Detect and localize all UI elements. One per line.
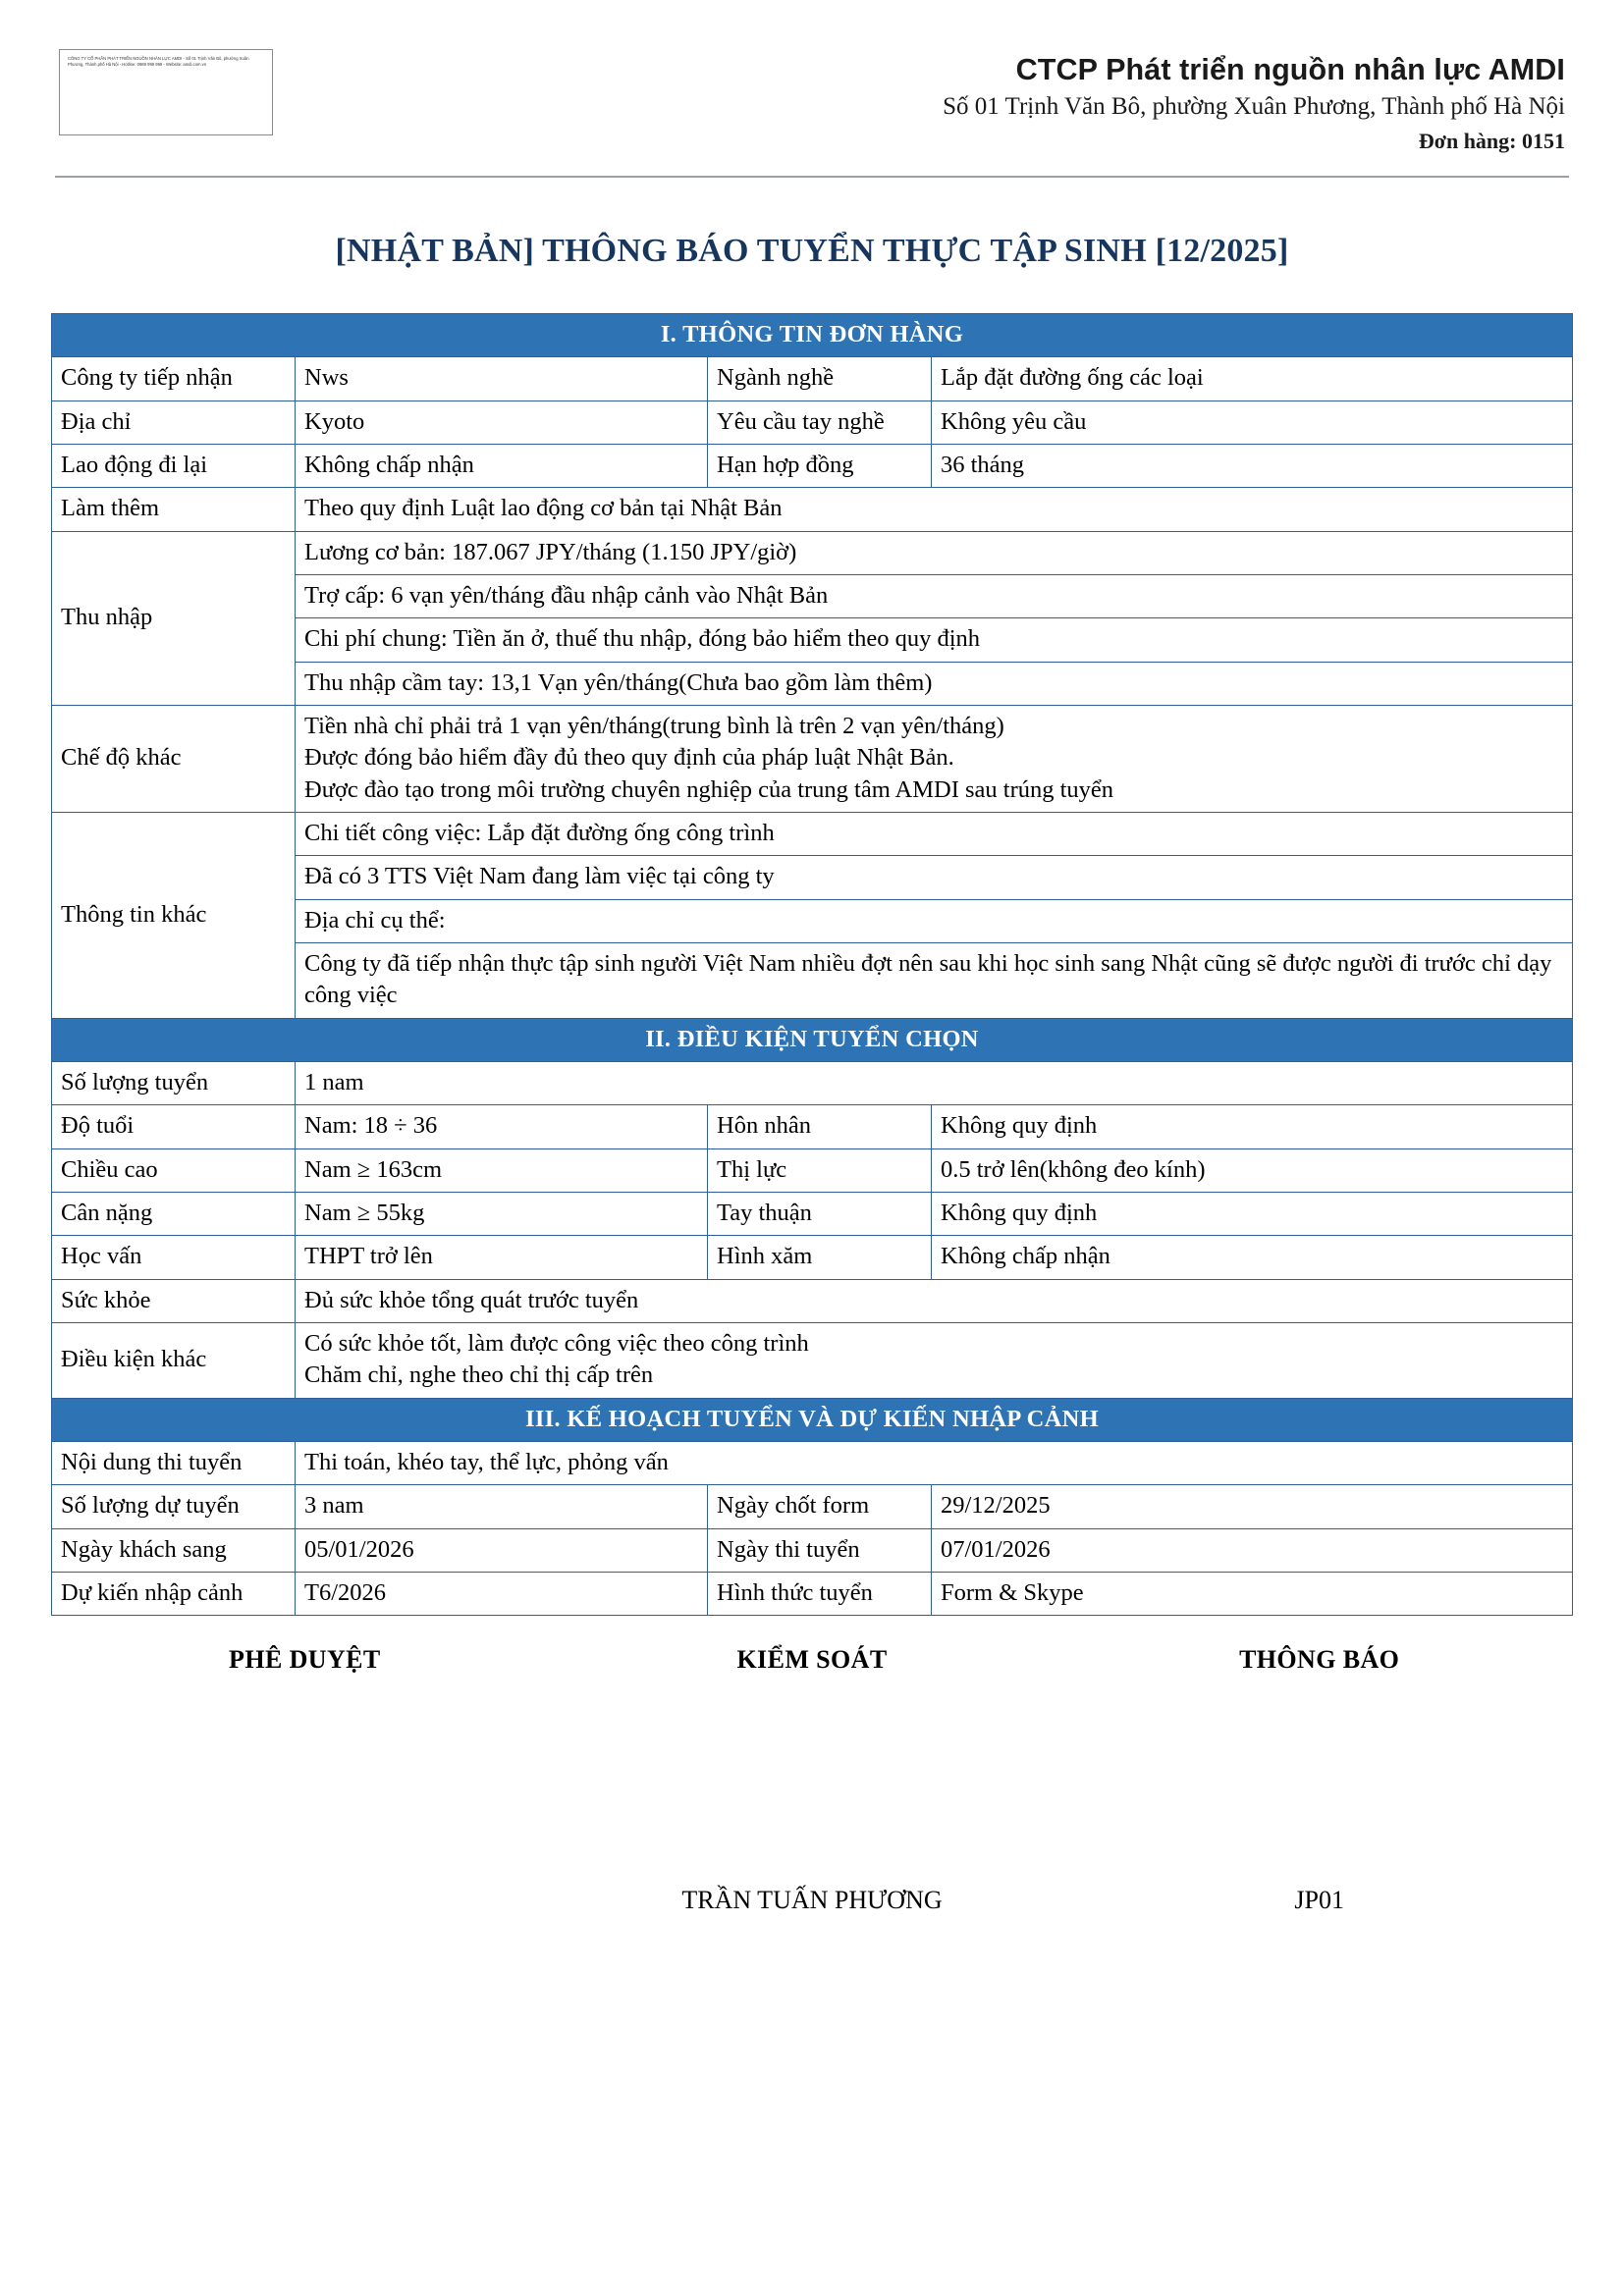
label-income: Thu nhập <box>52 531 296 705</box>
label-form-deadline: Ngày chốt form <box>708 1485 932 1528</box>
label-other-policy: Chế độ khác <box>52 705 296 812</box>
label-commute: Lao động đi lại <box>52 444 296 487</box>
value-marital: Không quy định <box>932 1105 1573 1148</box>
page-title: [NHẬT BẢN] THÔNG BÁO TUYỂN THỰC TẬP SINH [12/2025] <box>335 233 1289 269</box>
company-address: Số 01 Trịnh Văn Bô, phường Xuân Phương, Thành phố Hà Nội <box>943 93 1565 120</box>
value-overtime: Theo quy định Luật lao động cơ bản tại Nhật Bản <box>296 488 1573 531</box>
value-commute: Không chấp nhận <box>296 444 708 487</box>
table-row <box>52 1572 1573 1615</box>
label-tattoo: Hình xăm <box>708 1236 932 1279</box>
order-number: Đơn hàng: 0151 <box>1418 129 1565 153</box>
table-row <box>52 1279 1573 1322</box>
table-row <box>52 531 1573 574</box>
signature-code: JP01 <box>1294 1886 1344 1915</box>
label-weight: Cân nặng <box>52 1192 296 1235</box>
table-row <box>52 1018 1573 1061</box>
value-exam-date: 07/01/2026 <box>932 1528 1573 1572</box>
label-quantity: Số lượng tuyển <box>52 1061 296 1104</box>
label-skill: Yêu cầu tay nghề <box>708 400 932 444</box>
value-other-policy <box>296 705 1573 812</box>
table-row <box>52 1485 1573 1528</box>
label-industry: Ngành nghề <box>708 357 932 400</box>
label-expected-quantity: Số lượng dự tuyển <box>52 1485 296 1528</box>
label-age: Độ tuổi <box>52 1105 296 1148</box>
label-other-conditions: Điều kiện khác <box>52 1322 296 1398</box>
value-income-takehome: Thu nhập cầm tay: 13,1 Vạn yên/tháng(Chưa bao gồm làm thêm) <box>296 662 1573 705</box>
label-exam-content: Nội dung thi tuyển <box>52 1441 296 1484</box>
table-row <box>52 1398 1573 1441</box>
table-row <box>52 444 1573 487</box>
label-education: Học vấn <box>52 1236 296 1279</box>
value-entry-date: T6/2026 <box>296 1572 708 1615</box>
signature-approve-label: PHÊ DUYỆT <box>229 1645 381 1675</box>
other-policy-line-3: Được đào tạo trong môi trường chuyên nghiệp của trung tâm AMDI sau trúng tuyển <box>304 775 1114 803</box>
value-other-conditions <box>296 1322 1573 1398</box>
label-handed: Tay thuận <box>708 1192 932 1235</box>
value-height: Nam ≥ 163cm <box>296 1148 708 1192</box>
value-weight: Nam ≥ 55kg <box>296 1192 708 1235</box>
signature-headings <box>51 1645 1573 1675</box>
signature-notify-label: THÔNG BÁO <box>1239 1645 1400 1675</box>
label-entry-date: Dự kiến nhập cảnh <box>52 1572 296 1615</box>
value-quantity: 1 nam <box>296 1061 1573 1104</box>
recruitment-table <box>51 313 1573 1616</box>
value-income-allowance: Trợ cấp: 6 vạn yên/tháng đầu nhập cảnh vào Nhật Bản <box>296 574 1573 617</box>
other-policy-line-2: Được đóng bảo hiểm đầy đủ theo quy định của pháp luật Nhật Bản. <box>304 744 954 772</box>
header-divider <box>55 176 1569 178</box>
signature-control-label: KIỂM SOÁT <box>736 1645 888 1675</box>
other-condition-line-1: Có sức khỏe tốt, làm được công việc theo công trình <box>304 1329 809 1357</box>
signature-names <box>51 1886 1573 1915</box>
table-row <box>52 1061 1573 1104</box>
value-education: THPT trở lên <box>296 1236 708 1279</box>
table-row <box>52 1322 1573 1398</box>
section-heading-1: I. THÔNG TIN ĐƠN HÀNG <box>52 314 1573 357</box>
company-name: CTCP Phát triển nguồn nhân lực AMDI <box>1015 53 1565 86</box>
value-income-base: Lương cơ bản: 187.067 JPY/tháng (1.150 JPY/giờ) <box>296 531 1573 574</box>
section-heading-2: II. ĐIỀU KIỆN TUYỂN CHỌN <box>52 1018 1573 1061</box>
value-other-info-1: Chi tiết công việc: Lắp đặt đường ống công trình <box>296 812 1573 855</box>
value-vision: 0.5 trở lên(không đeo kính) <box>932 1148 1573 1192</box>
label-company: Công ty tiếp nhận <box>52 357 296 400</box>
label-address: Địa chỉ <box>52 400 296 444</box>
signature-approve-name <box>51 1886 559 1915</box>
value-skill: Không yêu cầu <box>932 400 1573 444</box>
other-condition-line-2: Chăm chỉ, nghe theo chỉ thị cấp trên <box>304 1362 654 1389</box>
value-guest-date: 05/01/2026 <box>296 1528 708 1572</box>
other-policy-line-1: Tiền nhà chỉ phải trả 1 vạn yên/tháng(trung bình là trên 2 vạn yên/tháng) <box>304 712 1004 739</box>
section-heading-3: III. KẾ HOẠCH TUYỂN VÀ DỰ KIẾN NHẬP CẢNH <box>52 1398 1573 1441</box>
document-header <box>51 39 1573 162</box>
value-other-info-4: Công ty đã tiếp nhận thực tập sinh người Việt Nam nhiều đợt nên sau khi học sinh sang Nhật cũng sẽ được người đi trước chỉ dạy công việc <box>296 942 1573 1018</box>
label-exam-form: Hình thức tuyển <box>708 1572 932 1615</box>
table-row <box>52 812 1573 855</box>
logo-caption: CÔNG TY CỔ PHẦN PHÁT TRIỂN NGUỒN NHÂN LỰC AMDI - Số 01 Trịnh Văn Bô, phường Xuân Phương, Thành phố Hà Nội - Hotline: 0989 999 999 - Website: amdi.com.vn <box>68 56 249 68</box>
value-other-info-3: Địa chỉ cụ thể: <box>296 899 1573 942</box>
label-vision: Thị lực <box>708 1148 932 1192</box>
value-company: Nws <box>296 357 708 400</box>
table-row <box>52 1105 1573 1148</box>
table-row <box>52 1528 1573 1572</box>
value-exam-content: Thi toán, khéo tay, thể lực, phỏng vấn <box>296 1441 1573 1484</box>
label-other-info: Thông tin khác <box>52 812 296 1018</box>
value-address: Kyoto <box>296 400 708 444</box>
label-marital: Hôn nhân <box>708 1105 932 1148</box>
company-logo-box <box>59 49 273 135</box>
header-company-block <box>273 49 1565 154</box>
label-health: Sức khỏe <box>52 1279 296 1322</box>
table-row <box>52 1148 1573 1192</box>
value-exam-form: Form & Skype <box>932 1572 1573 1615</box>
value-age: Nam: 18 ÷ 36 <box>296 1105 708 1148</box>
signature-notify-name: TRẦN TUẤN PHƯƠNG <box>681 1886 943 1915</box>
table-row <box>52 1192 1573 1235</box>
label-guest-date: Ngày khách sang <box>52 1528 296 1572</box>
value-contract: 36 tháng <box>932 444 1573 487</box>
table-row <box>52 1441 1573 1484</box>
table-row <box>52 488 1573 531</box>
label-contract: Hạn hợp đồng <box>708 444 932 487</box>
table-row <box>52 357 1573 400</box>
value-income-expenses: Chi phí chung: Tiền ăn ở, thuế thu nhập, đóng bảo hiểm theo quy định <box>296 618 1573 662</box>
value-industry: Lắp đặt đường ống các loại <box>932 357 1573 400</box>
label-height: Chiều cao <box>52 1148 296 1192</box>
value-tattoo: Không chấp nhận <box>932 1236 1573 1279</box>
value-expected-quantity: 3 nam <box>296 1485 708 1528</box>
table-row <box>52 1236 1573 1279</box>
value-other-info-2: Đã có 3 TTS Việt Nam đang làm việc tại công ty <box>296 856 1573 899</box>
label-exam-date: Ngày thi tuyển <box>708 1528 932 1572</box>
table-row <box>52 400 1573 444</box>
table-row <box>52 705 1573 812</box>
label-overtime: Làm thêm <box>52 488 296 531</box>
table-row <box>52 314 1573 357</box>
value-form-deadline: 29/12/2025 <box>932 1485 1573 1528</box>
value-handed: Không quy định <box>932 1192 1573 1235</box>
value-health: Đủ sức khỏe tổng quát trước tuyển <box>296 1279 1573 1322</box>
